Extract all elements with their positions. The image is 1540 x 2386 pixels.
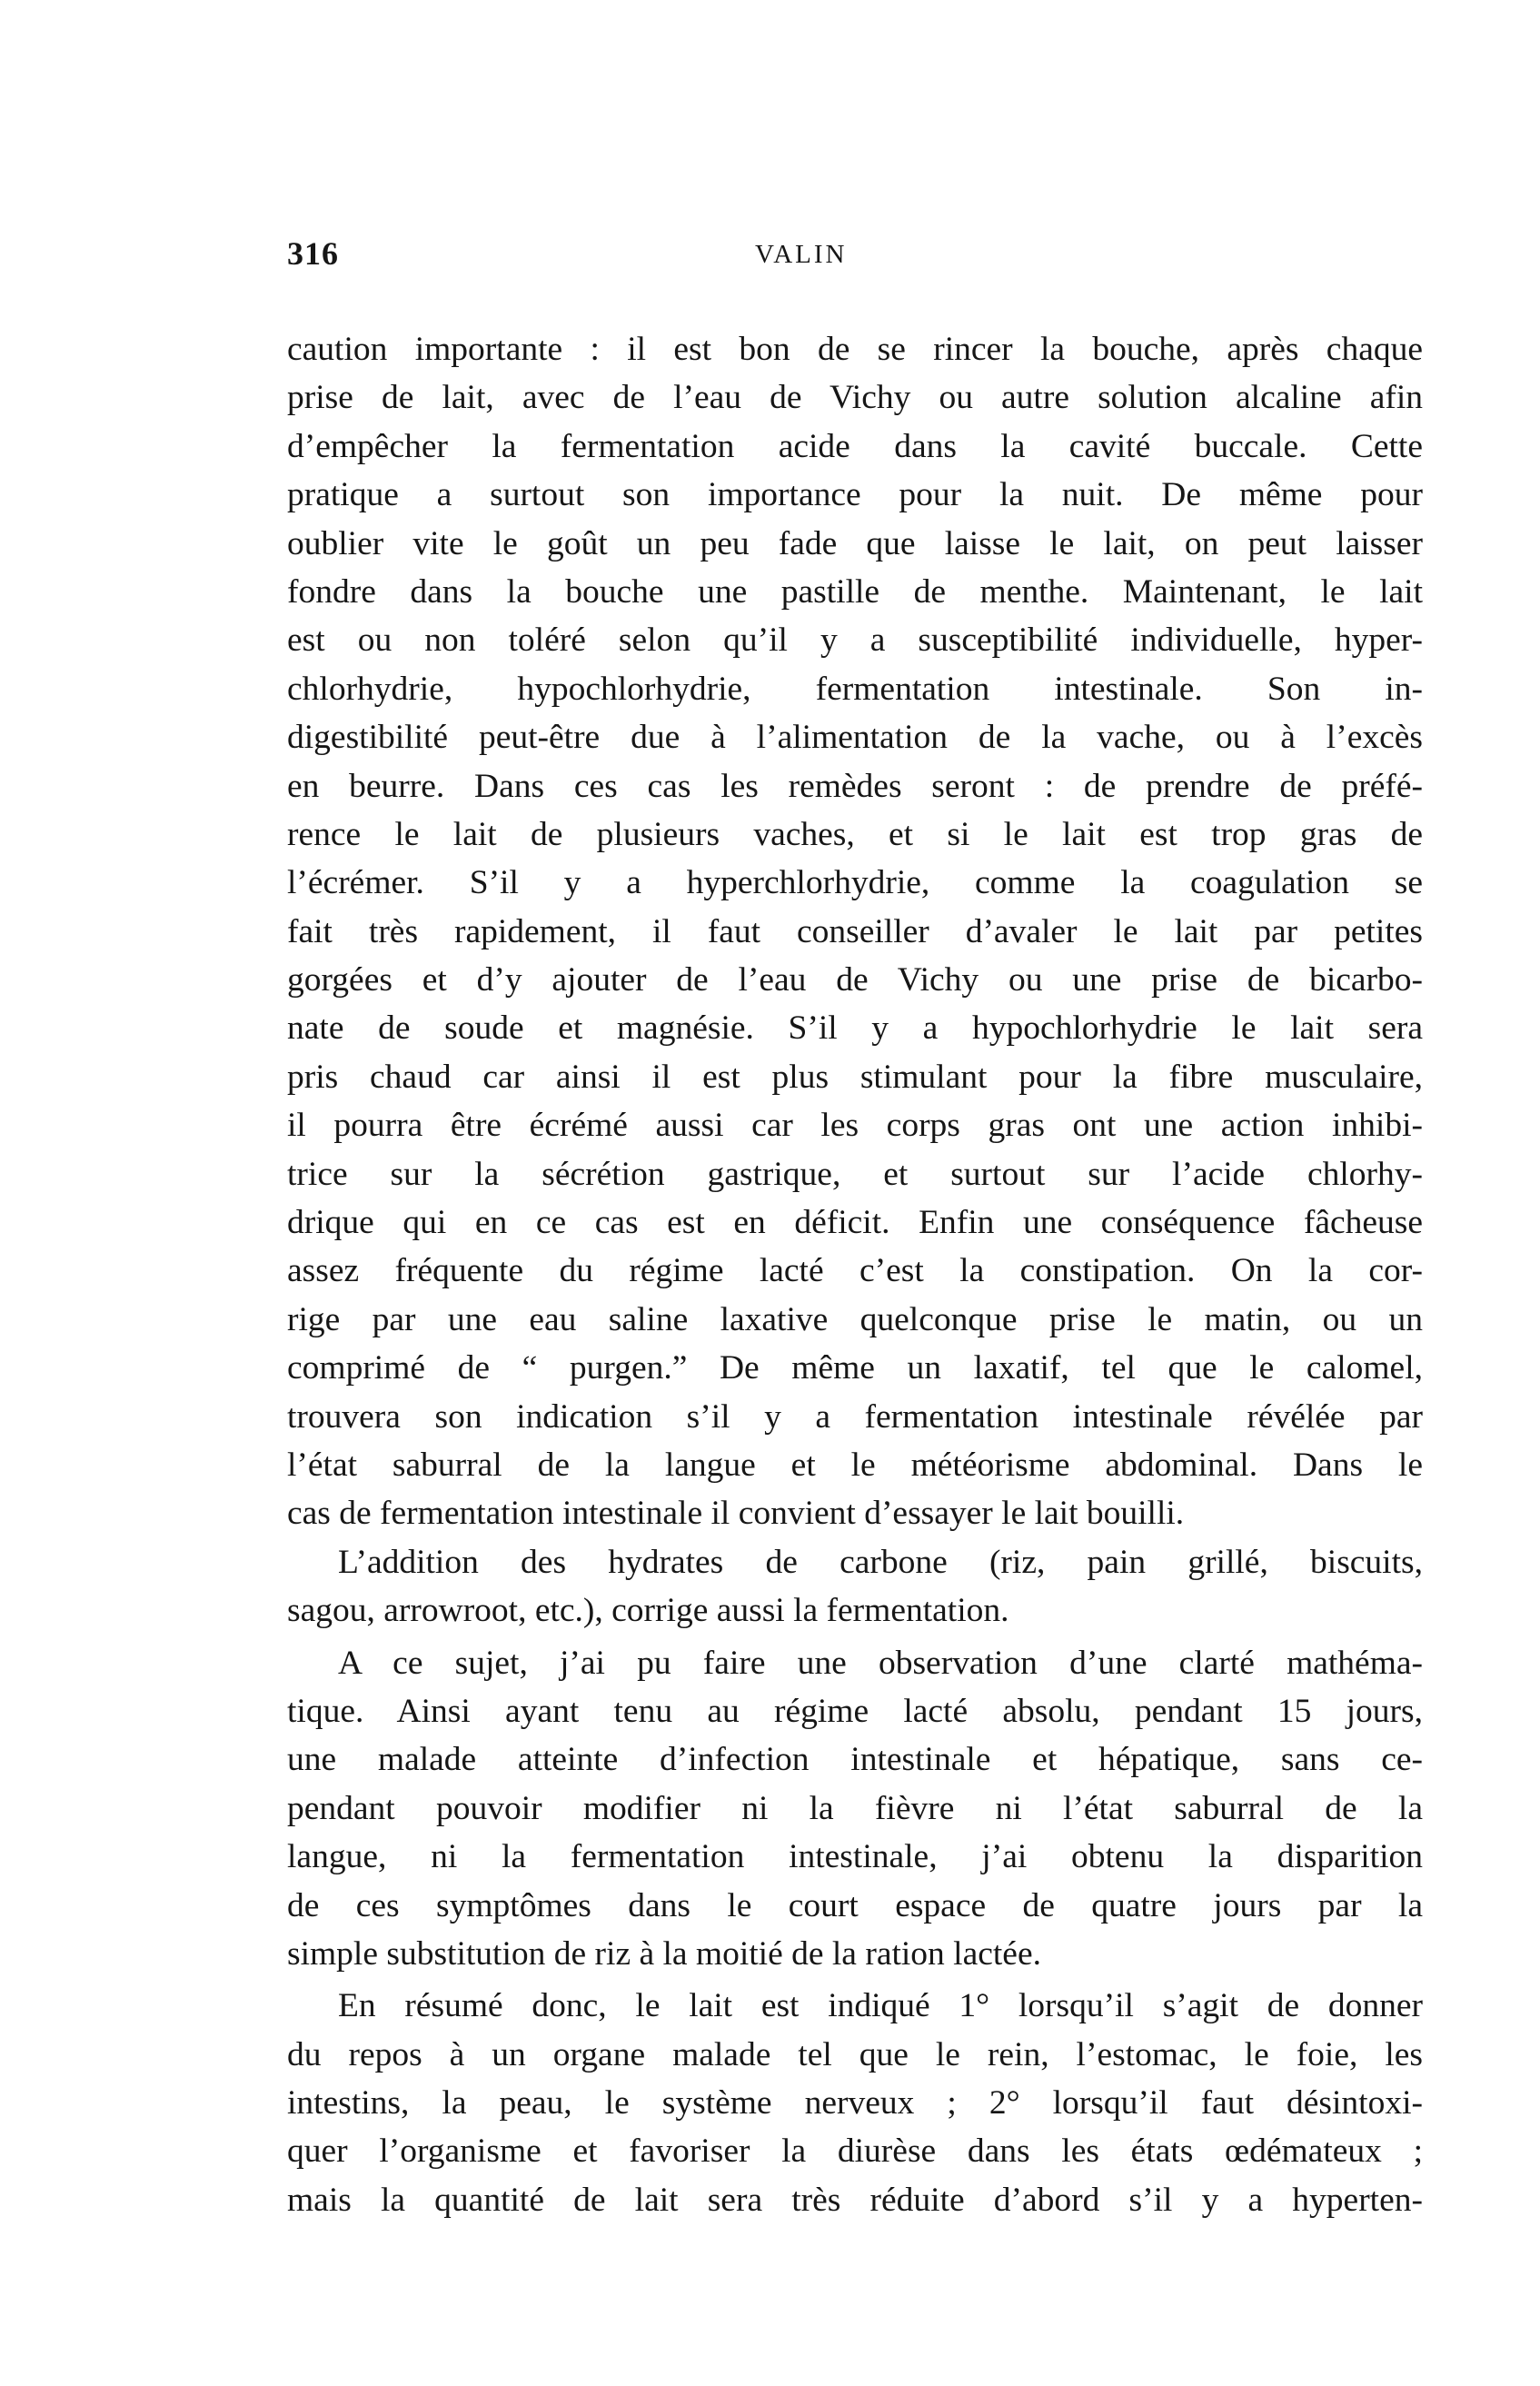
- text-line: caution importante : il est bon de se rincer la bouche, après chaque: [287, 331, 1423, 368]
- text-line: pendant pouvoir modifier ni la fièvre ni l’état saburral de la: [287, 1789, 1423, 1827]
- text-line: quer l’organisme et favoriser la diurèse dans les états œdémateux ;: [287, 2132, 1423, 2171]
- text-line: rence le lait de plusieurs vaches, et si le lait est trop gras de: [287, 815, 1423, 853]
- text-line: tique. Ainsi ayant tenu au régime lacté absolu, pendant 15 jours,: [287, 1692, 1423, 1730]
- text-line: A ce sujet, j’ai pu faire une observation d’une clarté mathéma-: [338, 1644, 1423, 1682]
- text-line: drique qui en ce cas est en déficit. Enfin une conséquence fâcheuse: [287, 1204, 1423, 1242]
- text-line: de ces symptômes dans le court espace de quatre jours par la: [287, 1886, 1423, 1924]
- text-line: sagou, arrowroot, etc.), corrige aussi la fermentation.: [287, 1592, 1009, 1630]
- text-line: L’addition des hydrates de carbone (riz, pain grillé, biscuits,: [338, 1543, 1423, 1581]
- text-line: fondre dans la bouche une pastille de menthe. Maintenant, le lait: [287, 572, 1423, 611]
- text-line: En résumé donc, le lait est indiqué 1° lorsqu’il s’agit de donner: [338, 1987, 1423, 2025]
- text-line: est ou non toléré selon qu’il y a susceptibilité individuelle, hyper-: [287, 621, 1423, 660]
- text-line: pratique a surtout son importance pour la nuit. De même pour: [287, 476, 1423, 514]
- text-line: oublier vite le goût un peu fade que laisse le lait, on peut laisser: [287, 524, 1423, 562]
- text-line: assez fréquente du régime lacté c’est la constipation. On la cor-: [287, 1252, 1423, 1290]
- text-line: simple substitution de riz à la moitié de la ration lactée.: [287, 1934, 1041, 1973]
- text-line: intestins, la peau, le système nerveux ; 2° lorsqu’il faut désintoxi-: [287, 2084, 1423, 2123]
- text-line: d’empêcher la fermentation acide dans la cavité buccale. Cette: [287, 427, 1423, 465]
- body-text: [287, 325, 1423, 2224]
- text-line: l’état saburral de la langue et le météorisme abdominal. Dans le: [287, 1446, 1423, 1484]
- text-line: digestibilité peut-être due à l’alimentation de la vache, ou à l’excès: [287, 719, 1423, 757]
- running-head: [287, 234, 1423, 289]
- text-line: rige par une eau saline laxative quelconque prise le matin, ou un: [287, 1300, 1423, 1338]
- text-line: gorgées et d’y ajouter de l’eau de Vichy ou une prise de bicarbo-: [287, 961, 1423, 999]
- text-line: cas de fermentation intestinale il convient d’essayer le lait bouilli.: [287, 1495, 1185, 1533]
- text-line: du repos à un organe malade tel que le rein, l’estomac, le foie, les: [287, 2035, 1423, 2073]
- text-line: comprimé de “ purgen.” De même un laxatif, tel que le calomel,: [287, 1349, 1423, 1387]
- text-line: en beurre. Dans ces cas les remèdes seront : de prendre de préfé-: [287, 767, 1423, 805]
- text-line: prise de lait, avec de l’eau de Vichy ou autre solution alcaline afin: [287, 379, 1423, 417]
- text-line: trouvera son indication s’il y a fermentation intestinale révélée par: [287, 1397, 1423, 1436]
- text-line: l’écrémer. S’il y a hyperchlorhydrie, comme la coagulation se: [287, 864, 1423, 902]
- page-number: 316: [287, 235, 339, 272]
- text-line: trice sur la sécrétion gastrique, et surtout sur l’acide chlorhy-: [287, 1155, 1423, 1193]
- text-line: nate de soude et magnésie. S’il y a hypochlorhydrie le lait sera: [287, 1009, 1423, 1048]
- running-title: VALIN: [755, 240, 848, 269]
- text-line: une malade atteinte d’infection intestinale et hépatique, sans ce-: [287, 1741, 1423, 1779]
- text-line: fait très rapidement, il faut conseiller d’avaler le lait par petites: [287, 912, 1423, 950]
- text-line: mais la quantité de lait sera très réduite d’abord s’il y a hyperten-: [287, 2181, 1423, 2219]
- text-line: il pourra être écrémé aussi car les corps gras ont une action inhibi-: [287, 1107, 1423, 1145]
- text-line: pris chaud car ainsi il est plus stimulant pour la fibre musculaire,: [287, 1058, 1423, 1096]
- text-line: chlorhydrie, hypochlorhydrie, fermentation intestinale. Son in-: [287, 670, 1423, 708]
- text-line: langue, ni la fermentation intestinale, j’ai obtenu la disparition: [287, 1838, 1423, 1876]
